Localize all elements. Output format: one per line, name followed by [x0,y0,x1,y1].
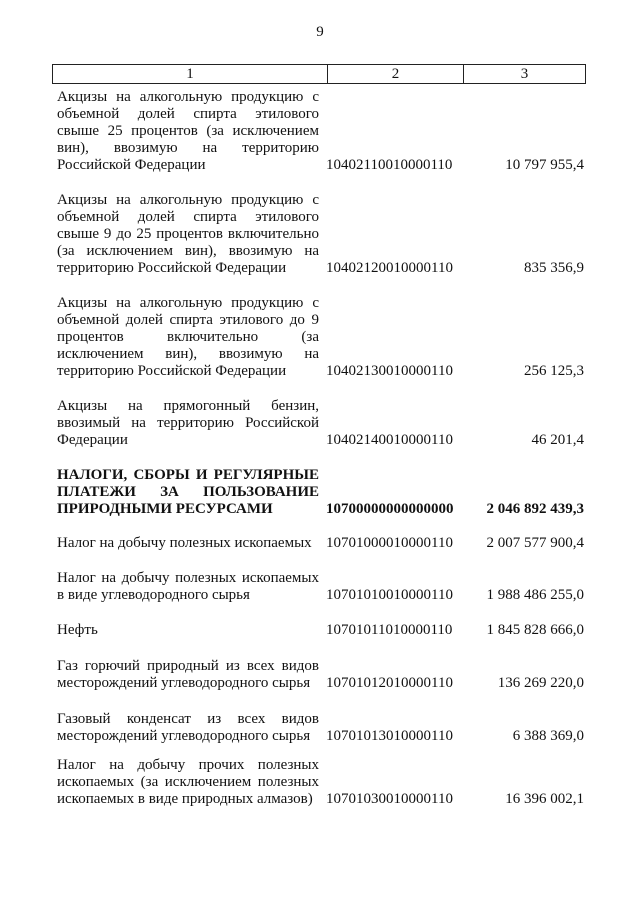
table-row [0,658,640,692]
row-code: 10402120010000110 [326,260,453,276]
row-code: 10701000010000110 [326,535,453,551]
row-description: НАЛОГИ, СБОРЫ И РЕГУЛЯРНЫЕ ПЛАТЕЖИ ЗА ПОЛЬЗОВАНИЕ ПРИРОДНЫМИ РЕСУРСАМИ [57,467,319,517]
row-description: Акцизы на алкогольную продукцию с объемной долей спирта этилового до 9 процентов включительно (за исключением вин), ввозимую на территорию Российской Федерации [57,295,319,379]
row-amount: 136 269 220,0 [497,675,584,691]
table-row [0,397,640,449]
row-code: 10402110010000110 [326,157,453,173]
row-amount: 16 396 002,1 [505,791,584,807]
table-row [0,88,640,174]
row-description: Налог на добычу полезных ископаемых [57,535,312,551]
row-amount: 1 845 828 666,0 [486,622,584,638]
row-amount: 835 356,9 [524,260,584,276]
row-code: 10700000000000000 [326,501,454,517]
row-code: 10701010010000110 [326,587,453,603]
row-description: Газовый конденсат из всех видов месторождений углеводородного сырья [57,711,319,744]
row-description: Газ горючий природный из всех видов месторождений углеводородного сырья [57,658,319,691]
row-amount: 256 125,3 [524,363,584,379]
header-col-2: 2 [328,65,464,83]
row-description: Акцизы на алкогольную продукцию с объемной долей спирта этилового свыше 25 процентов (за исключением вин), ввозимую на территорию Российской Федерации [57,89,319,173]
row-code: 10402140010000110 [326,432,453,448]
header-col-1: 1 [53,65,328,83]
row-amount: 2 007 577 900,4 [486,535,584,551]
row-amount: 10 797 955,4 [505,157,584,173]
row-description: Акцизы на алкогольную продукцию с объемной долей спирта этилового свыше 9 до 25 процентов включительно (за исключением вин), ввозимую на территорию Российской Федерации [57,192,319,276]
row-amount: 6 388 369,0 [512,728,584,744]
row-amount: 2 046 892 439,3 [486,501,584,517]
table-row [0,191,640,277]
row-code: 10701030010000110 [326,791,453,807]
header-col-3: 3 [520,65,529,82]
page-number: 9 [316,24,324,40]
table-row [0,294,640,380]
row-description: Налог на добычу полезных ископаемых в виде углеводородного сырья [57,570,319,603]
row-description: Налог на добычу прочих полезных ископаемых (за исключением полезных ископаемых в виде природных алмазов) [57,757,319,807]
table-row [0,711,640,745]
row-code: 10701011010000110 [326,622,453,638]
table-header [52,64,586,84]
row-amount: 46 201,4 [531,432,584,448]
row-code: 10701012010000110 [326,675,453,691]
table-row [0,756,640,808]
table-row [0,570,640,604]
table-row [0,622,640,639]
table-row-section [0,466,640,518]
row-amount: 1 988 486 255,0 [486,587,584,603]
row-description: Нефть [57,622,98,638]
row-code: 10402130010000110 [326,363,453,379]
row-code: 10701013010000110 [326,728,453,744]
table-row [0,535,640,552]
row-description: Акцизы на прямогонный бензин, ввозимый на территорию Российской Федерации [57,398,319,448]
